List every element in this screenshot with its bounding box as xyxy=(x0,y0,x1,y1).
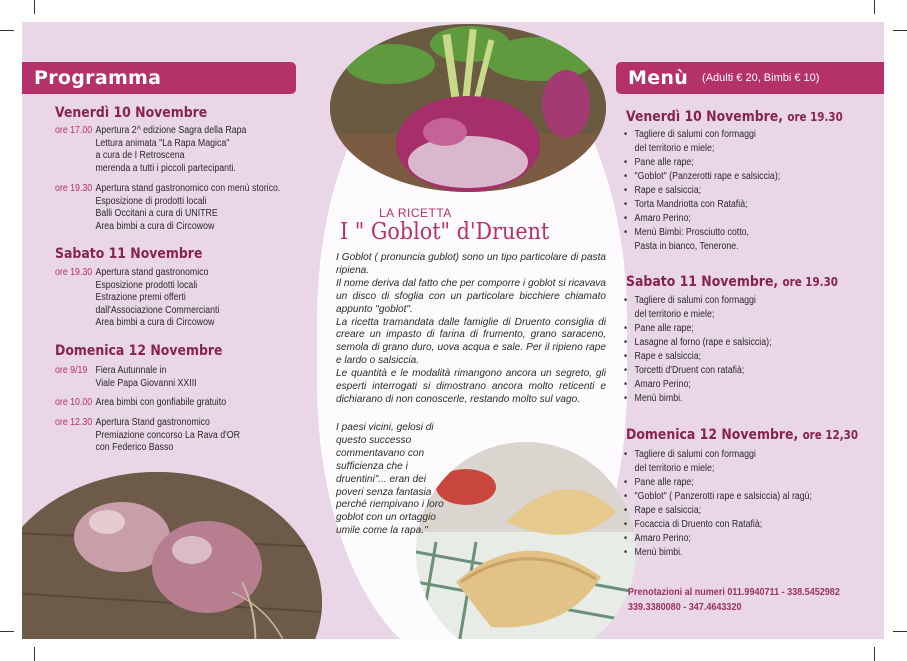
booking-line: Prenotazioni al numeri 011.9940711 - 338.5452982 xyxy=(628,586,840,598)
event-item: ore 12.30 Apertura Stand gastronomico Premiazione concorso La Rava d'OR con Federico Basso xyxy=(55,417,240,454)
event-item: ore 9/19 Fiera Autunnale in Viale Papa Giovanni XXIII xyxy=(55,365,197,389)
booking-info xyxy=(628,585,840,615)
crop-mark xyxy=(874,647,875,661)
crop-mark xyxy=(0,30,14,31)
menu-item: del territorio e miele; xyxy=(634,309,715,320)
recipe-paragraph: La ricetta tramandata dalle famiglie di Druento consiglia di creare un impasto di farina di frumento, grano saraceno, semola di grano duro, uova acqua e sale. Per il ripieno rape e lardo o salsiccia. xyxy=(336,316,606,367)
menu-item: • Tagliere di salumi con formaggi xyxy=(624,294,772,308)
menu-item: • Pane alle rape; xyxy=(624,156,780,170)
menu-saturday-heading: Sabato 11 Novembre, ore 19.30 xyxy=(626,274,838,290)
event-item: ore 19.30 Apertura stand gastronomico con menù storico. Esposizione di prodotti locali Balli Occitani a cura di UNITRE Area bimbi a cura di Circowow xyxy=(55,183,281,232)
menu-item: • Amaro Perino; xyxy=(624,378,772,392)
menu-saturday-list xyxy=(624,294,772,406)
menu-item: • Menù Bimbi: Prosciutto cotto, xyxy=(624,226,780,240)
menu-item: • Pane alle rape; xyxy=(624,322,772,336)
menu-item: del territorio e miele; xyxy=(634,143,715,154)
recipe-paragraph: Il nome deriva dal fatto che per comporre i goblot si ricavava un disco di sfoglia con un particolare bicchiere chiamato appunto "goblot". xyxy=(336,277,606,315)
recipe-text xyxy=(336,252,606,407)
menu-item: • Pane alle rape; xyxy=(624,476,812,490)
menu-item: Pasta in bianco, Tenerone. xyxy=(634,241,739,252)
menu-item: • Rape e salsiccia; xyxy=(624,350,772,364)
crop-mark xyxy=(34,647,35,661)
menu-friday-list xyxy=(624,128,780,254)
programma-sunday-heading: Domenica 12 Novembre xyxy=(55,343,223,359)
menu-item: • Focaccia di Druento con Ratafià; xyxy=(624,518,812,532)
programma-friday-heading: Venerdì 10 Novembre xyxy=(55,105,208,121)
menu-item: • "Goblot" ( Panzerotti rape e salsiccia) al ragù; xyxy=(624,490,812,504)
event-item: ore 10.00 Area bimbi con gonfiabile gratuito xyxy=(55,397,227,408)
menu-item: del territorio e miele; xyxy=(634,463,715,474)
menu-item: • Amaro Perino; xyxy=(624,212,780,226)
menu-item: • Amaro Perino; xyxy=(624,532,812,546)
event-item: ore 17.00 Apertura 2^ edizione Sagra della Rapa Lettura animata "La Rapa Magica" a cura de I Retroscena merenda a tutti i piccoli partecipanti. xyxy=(55,125,247,174)
booking-line: 339.3380080 - 347.4643320 xyxy=(628,601,742,613)
menu-item: • Tagliere di salumi con formaggi xyxy=(624,128,780,142)
menu-title: Menù xyxy=(628,67,689,89)
programma-title: Programma xyxy=(34,67,162,89)
menu-prices: (Adulti € 20, Bimbi € 10) xyxy=(702,72,820,84)
crop-mark xyxy=(874,0,875,14)
crop-mark xyxy=(893,631,907,632)
recipe-kicker: LA RICETTA xyxy=(379,206,452,220)
menu-item: • Torcetti d'Druent con ratafià; xyxy=(624,364,772,378)
menu-item: • Rape e salsiccia; xyxy=(624,504,812,518)
menu-item: • Menù bimbi. xyxy=(624,546,812,560)
menu-item: • Rape e salsiccia; xyxy=(624,184,780,198)
menu-sunday-list xyxy=(624,448,812,560)
menu-item: • Torta Mandriotta con Ratafià; xyxy=(624,198,780,212)
turnip-photo xyxy=(330,24,606,192)
menu-item: • Menù bimbi. xyxy=(624,392,772,406)
event-item: ore 19.30 Apertura stand gastronomico Esposizione prodotti locali Estrazione premi offerti dall'Associazione Commercianti Area bimbi a cura di Circowow xyxy=(55,267,220,329)
brochure-sheet xyxy=(22,22,884,639)
menu-item: • "Goblot" (Panzerotti rape e salsiccia); xyxy=(624,170,780,184)
menu-header xyxy=(616,62,884,94)
menu-friday-heading: Venerdì 10 Novembre, ore 19.30 xyxy=(626,109,843,125)
recipe-title: I " Goblot" d'Druent xyxy=(340,219,550,245)
crop-mark xyxy=(0,631,14,632)
menu-item: • Lasagne al forno (rape e salsiccia); xyxy=(624,336,772,350)
programma-header xyxy=(22,62,296,94)
crop-mark xyxy=(34,0,35,14)
turnips-on-wood-photo xyxy=(22,472,322,639)
crop-mark xyxy=(893,30,907,31)
recipe-paragraph: I Goblot ( pronuncia gublot) sono un tipo particolare di pasta ripiena. xyxy=(336,252,606,276)
menu-sunday-heading: Domenica 12 Novembre, ore 12,30 xyxy=(626,427,858,443)
recipe-paragraph: Le quantità e le modalità rimangono ancora un segreto, gli esperti interrogati si dimostrano ancora molto reticenti e dichiarano di non conoscerle, restando molto sul vago. xyxy=(336,368,606,405)
recipe-closing: I paesi vicini, gelosi di questo successo commentavano con sufficienza che i druentini"... eran dei poveri senza fantasia perché riempivano i loro goblot con un ortaggio umile come la rapa." xyxy=(336,422,444,537)
menu-item: • Tagliere di salumi con formaggi xyxy=(624,448,812,462)
programma-saturday-heading: Sabato 11 Novembre xyxy=(55,246,203,262)
